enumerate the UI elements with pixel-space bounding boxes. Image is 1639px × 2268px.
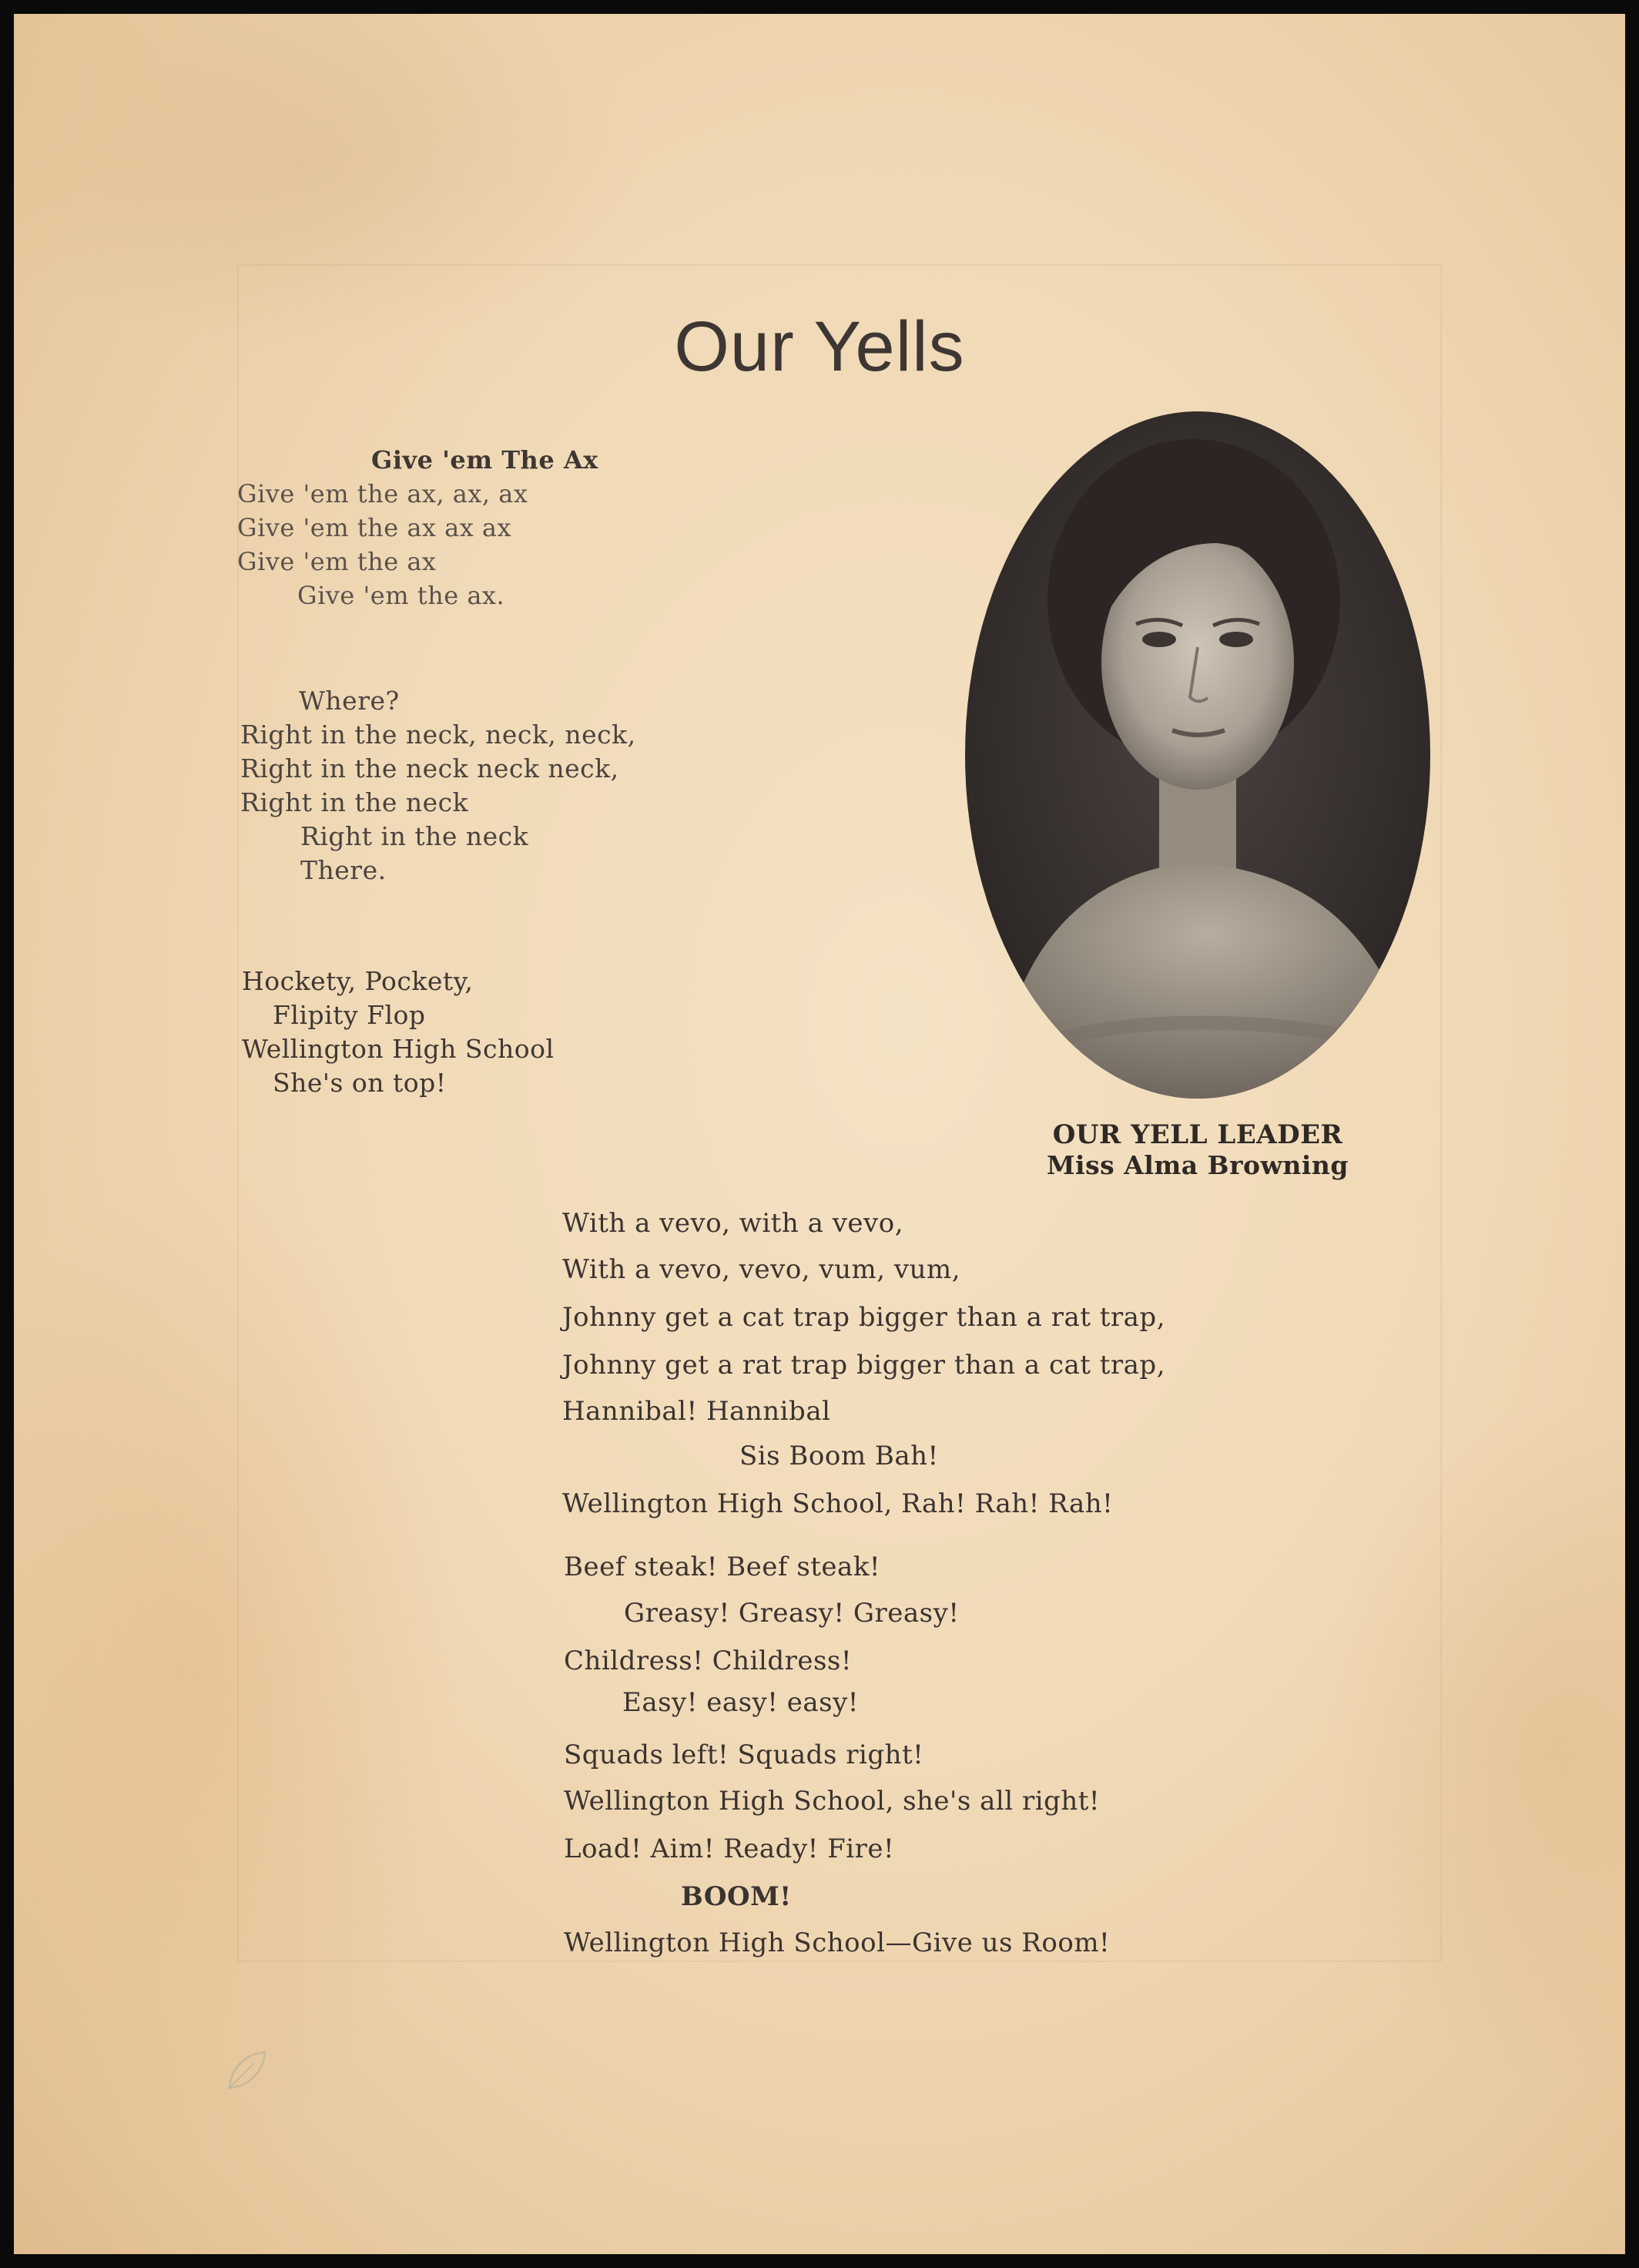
yell-line: Right in the neck	[240, 787, 469, 817]
yell-line: Right in the neck	[300, 821, 529, 851]
yell-line: Give 'em the ax, ax, ax	[237, 479, 528, 508]
yell-line: Give 'em the ax.	[297, 581, 505, 610]
yell-line: Where?	[299, 686, 400, 716]
yell-line: Greasy! Greasy! Greasy!	[624, 1598, 960, 1629]
yell-line: Sis Boom Bah!	[739, 1441, 939, 1471]
leaf-watermark-icon	[223, 2048, 270, 2094]
yell-line: Squads left! Squads right!	[564, 1740, 924, 1770]
yell-line: Wellington High School—Give us Room!	[564, 1927, 1111, 1958]
yell-line: Give 'em the ax ax ax	[237, 513, 512, 542]
yell-heading: Give 'em The Ax	[371, 445, 598, 475]
yell-line: Give 'em the ax	[237, 547, 437, 576]
yell-line: BOOM!	[681, 1881, 792, 1912]
yell-line: With a vevo, vevo, vum, vum,	[562, 1254, 961, 1285]
yell-line: With a vevo, with a vevo,	[562, 1208, 904, 1239]
portrait-caption-name: Miss Alma Browning	[1047, 1150, 1349, 1180]
yell-line: Hannibal! Hannibal	[562, 1396, 831, 1427]
page-title: Our Yells	[674, 307, 965, 386]
yell-line: Wellington High School	[242, 1034, 555, 1064]
yell-line: Wellington High School, she's all right!	[564, 1786, 1101, 1817]
yell-line: She's on top!	[273, 1068, 447, 1098]
yell-line: Load! Aim! Ready! Fire!	[564, 1834, 895, 1864]
yell-line: Flipity Flop	[273, 1000, 426, 1030]
yell-line: Right in the neck neck neck,	[240, 753, 619, 783]
yell-leader-portrait	[963, 408, 1433, 1102]
portrait-caption-title: OUR YELL LEADER	[1052, 1119, 1343, 1150]
yell-line: Johnny get a cat trap bigger than a rat trap,	[562, 1302, 1166, 1333]
yell-line: Right in the neck, neck, neck,	[240, 720, 636, 750]
yell-line: There.	[300, 855, 387, 885]
yell-line: Hockety, Pockety,	[242, 966, 474, 996]
yell-line: Beef steak! Beef steak!	[564, 1552, 881, 1582]
yell-line: Childress! Childress!	[564, 1646, 853, 1676]
yell-line: Easy! easy! easy!	[622, 1687, 859, 1718]
yell-line: Johnny get a rat trap bigger than a cat trap,	[562, 1350, 1166, 1381]
yell-line: Wellington High School, Rah! Rah! Rah!	[562, 1488, 1114, 1519]
